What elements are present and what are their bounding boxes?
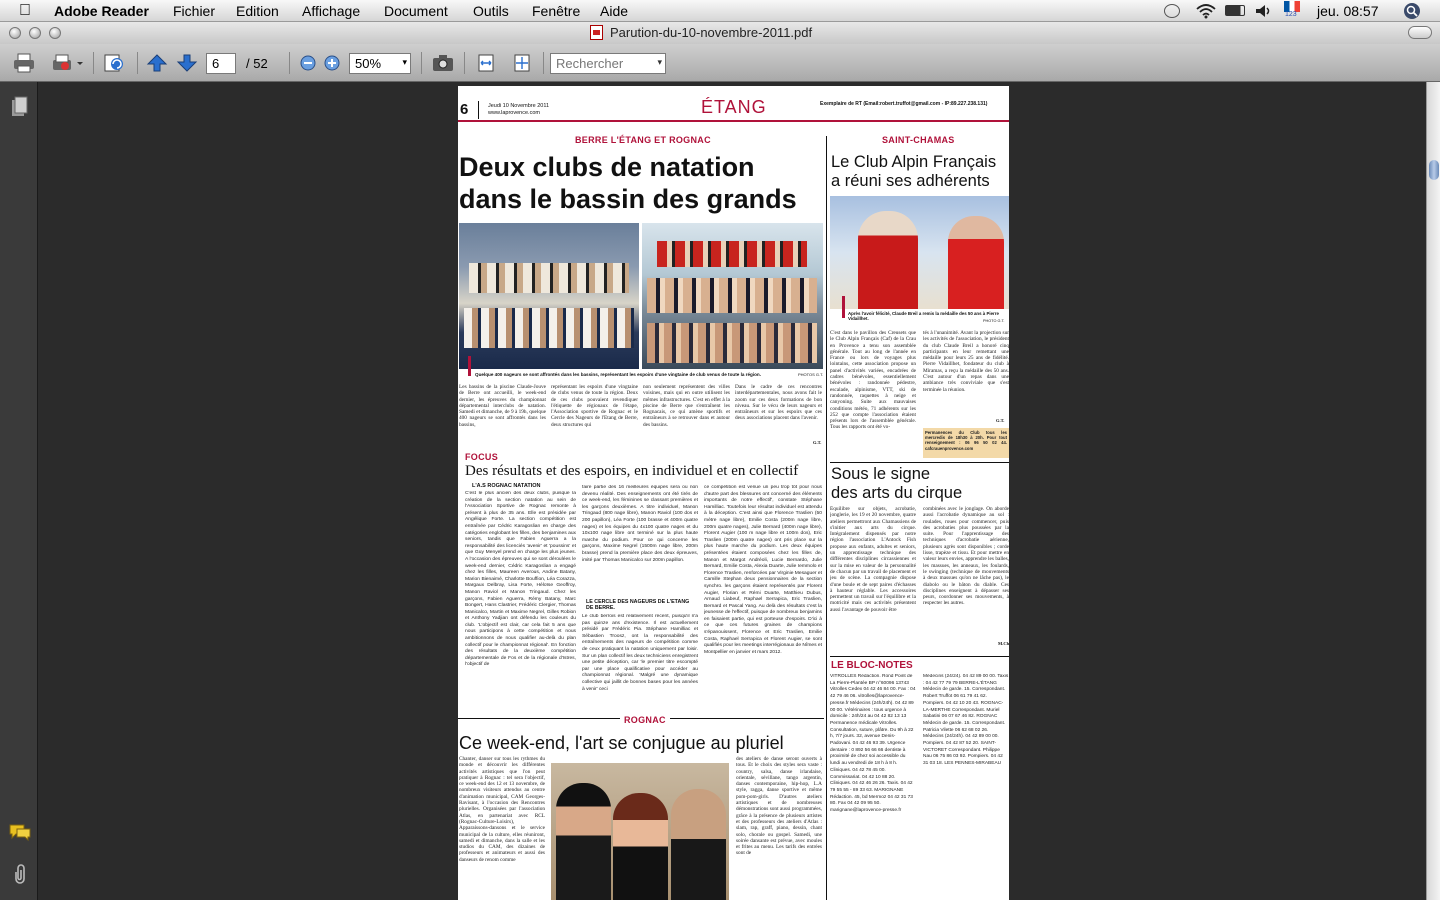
article3-headline: Ce week-end, l'art se conjugue au pluriel: [459, 733, 784, 753]
menu-document[interactable]: Document: [384, 3, 448, 19]
swimmers-row: [464, 308, 634, 348]
fit-page-icon: [512, 53, 532, 73]
page-number-input[interactable]: [206, 53, 236, 74]
bloc-notes-col2: Médecins (24/24). 04 42 89 00 00. Taxis : 04 42 77 79 79 BERRE-L'ÉTANG Médecin de garde. 15. Correspondant. Robert Truffot 06 61 79 41 62. Pompiers. 04 42 10 20 43. ROGNAC-LA-MERTHE Correspondant. Muriel Sabatini 06 07 67 46 82. ROGNAC Médecin de garde. 15. Correspondant. Patricia Vilette 06 62 68 02 26. Médecins (24/24h). 04 42 89 00 00. Pompiers. 04 42 87 52 20. SAINT-VICTORET Correspondant. Philippe Nau 06 75 86 03 92. Pompiers. 04 42 31 03 18. LES PENNES-MIRABEAU: [923, 674, 1009, 767]
previous-page-button[interactable]: [145, 52, 169, 74]
article1-col2: représentant les espoirs d'une vingtaine de clubs venus de toute la région. Deux de ces clubs pouvaient revendiquer l'étiquette de régionaux de l'étape, l'Association sportive de Rognac et le Cercle des Nageurs de l'Etang de Berre, deux structures qui: [551, 384, 638, 428]
zoom-out-button[interactable]: [298, 52, 318, 74]
page-total-label: / 52: [246, 56, 268, 71]
search-placeholder: Rechercher: [556, 56, 624, 71]
article1-headline-line1: Deux clubs de natation: [459, 152, 755, 182]
article1-kicker: BERRE L'ÉTANG ET ROGNAC: [575, 135, 711, 145]
article1-credit: PHOTOS G.T.: [798, 372, 824, 377]
menu-clock[interactable]: jeu. 08:57: [1317, 3, 1379, 19]
header-divider: [478, 101, 479, 119]
article1-headline-line2: dans le bassin des grands: [459, 184, 797, 214]
toolbar-separator: [464, 52, 465, 74]
article4-headline-line2: a réuni ses adhérents: [831, 172, 990, 190]
refresh-pages-button[interactable]: [100, 52, 130, 74]
toolbar-separator: [543, 52, 544, 74]
bloc-notes-col1: VITROLLES Rédaction. Rond Point de La Pierre-Plantée BP n°60096 13743 Vitrolles Cedex 04 42 46 84 00. Fax : 04 42 79 46 06. vitrolles@laprovence-presse.fr Médecins (24h/24h). 04 42 89 00 00. Vétérinaires : tous urgence à domicile : 24h/24 au 04 42 82 13 13 Permanence médicale Vitrolles. Consultation, suture, plâtre. Du 9h à 22 h, 7/7 jours. 32, avenue Denis-Padovani. 04 42 46 93 39. Urgence dentaire : 0 892 56 66 66 dentiste à proximité de chez soi accessible du lundi au vendredi de 18 h à 8 h. Cliniques. 04 42 78 45 00. Commissariat. 04 42 10 88 20. Cliniques. 04 42 46 26 26. Taxis. 04 42 79 55 55 - 89 33 63. MARIGNANE Rédaction. 45, bd Mermoz 04 42 31 73 80. Fax 04 42 09 95 50. marignane@laprovence-presse.fr: [830, 674, 916, 814]
section-rule: [830, 656, 1009, 657]
swim-club-photo-1: [459, 223, 639, 369]
article4-credit: PHOTO G.T.: [983, 319, 1005, 323]
swimmers-row: [647, 323, 817, 363]
arrow-up-icon: [146, 53, 168, 73]
newspaper-site: www.laprovence.com: [488, 110, 540, 116]
toolbar-separator: [137, 52, 138, 74]
article5-col2: combinées avec le jonglage. On aborde aussi l'acrobatie dynamique au sol : roulades, roues pour commencer, puis des acrobaties plus poussées par la suite. Pour l'apprentissage des techniques d'acrobatie aérienne, plusieurs agrès sont disponibles ; corde lisse, trapèze et tissu. Et pour mettre en valeur leurs envies, apprendre les balles, les massues, les anneaux, les foulards, le swinging (technique de mouvements à deux massues qu'on ne lâche pas), le diabolo ou le bâton du diable. Ces disciplines enseignent à dépasser ses peurs, coordonner ses mouvements, à respecter les autres.: [923, 506, 1009, 607]
focus-col1: C'est le plus ancien des deux clubs, puisque la création de la section natation au sein de l'Association Sportive de Rognac remonte à présent à plus de 35 ans. Elle est présidée par Angélique Forte. La section compétition est entraînée par Cédric Karagoslian en charge des catégories englobant les filles, des benjamines aux seniors, tandis que Fabien Aguerra a la responsabilité des licenciés 'avenir' et 'poussins' et que Guy Menyel prend en charge les plus jeunes. A l'occasion des épreuves qui se sont déroulées le week-end dernier, Cédric Karagoslian a engagé chez les filles, Maureen Averous, Andine Batany, Marion Bienaimé, Charlotte Bouffion, Léa Corazza, Margaux Delbray, Lisa Forte, Héloïse Geoffroy, Manon Raviol et Manon Tringaud. Chez les garçons, Fabien Aguerra, Rémy Batany, Marc Bongert, Hans Clastrier, Frédéric Clergier, Thomas Manicalco, Martin et Maxime Negrel, Gilles Robion et Anthony Yadjian ont défendu les couleurs du club. 'L'objectif est clair, car cela fait 5 ans que nous participons à cette compétition et nous ambitionnons de nous qualifier au-delà du plan collectif pour le championnat régional'. En fonction des résultats de la deuxième compétition départementale de Fos et de la régionale d'Istres, l'objectif de: [465, 491, 576, 668]
zoom-select[interactable]: [349, 53, 411, 74]
chevron-down-icon: ▾: [402, 57, 407, 67]
zoom-out-icon: [299, 54, 317, 72]
scrollbar-thumb[interactable]: [1429, 160, 1439, 180]
focus-col2: faire partie des 16 meilleures équipes sera ou non devenu réalité. Des enseignements ont été tirés de ce week-end, les féminines se classant premières et les garçons deuxièmes. A titre individuel, Manon Tringaud (800 nage libre), Manon Raviol (100 dos et 200 papillon), Léa Forte (100 brasse et 400m quatre nages) et les équipes du 4x100 quatre nages et du 10x100 nage libre ont terminé sur la plus haute marche du podium. Pour ce qui concerne les garçons, Maxime Negrel (1500m nage libre, 200m brasse) prend la première place des deux épreuves, imité par Thomas Manicalco sur 200m papillon.: [582, 485, 698, 563]
article4-col1: C'est dans le pavillon des Creusets que le Club Alpin Français (Caf) de la Crau en Provence a tenu son assemblée générale. Tout au long de l'année en France ou lors de voyages plus lointains, cette association propose un panel d'activités variées, encadrées de cadres bénévoles, essentiellement bénévoles : randonnée pédestre, escalade, alpinisme, VTT, ski de randonnée, raquettes à neige et canyoning. Suite aux mauvaises conditions météo, 71 adhérents sur les 252 que compte l'association étaient présents lors de l'assemblée générale. Tous les rapports ont été vo-: [830, 330, 916, 431]
newspaper-page-number: 6: [460, 101, 469, 118]
article4-sign: G.T.: [996, 418, 1005, 423]
focus-col3: ce compétition est venue un peu trop tôt pour nous d'autre part des blessures ont concerné des éléments importants de notre effectif', constate Stéphane Hamilliac. Toutefois leur résultat individuel est attendu à la déception. C'est ainsi que Florence Traslien (50 mètre nage libre), Emilie Costa (200m nage libre, 200m quatre nages), Julie Bernard (400m nage libre), Florent Augier (100 m nage libre et 100m dos), Eric Traslien (200m quatre nages) ont pris place sur la plus haute marche du podium. Les deux équipes présentées étaient composées chez les filles de, Manon et Margot Andréoli, Lucie Bernardo, Julie Bernard, Emilie Costa, Alexia Duarte, Julie Iemmolo et Florence Traslien, renforcées par Virginie Mesaguer et Camille Stephan deux pensionnaires de la section synchro. les garçons étaient représentés par Florent Augier, Florian et Rémi Duarte, Matthieu Dubus, Arnaud Liabeuf, Raphael Serrapica, Eric Traslien, Bernard et Pascal Yang. Au delà des résultats c'est la jeunesse de l'effectif, puisque de nombreux benjamins en faisaient partie, qui est porteuse d'espoirs. D'ici à ce que ces futures graines de champions s'épanouissent, Florence et Eric Traslien, Emilie Costa, Raphael Serrapica et Florent Augier, se sont qualifiés pour les meetings interrégionaux de Nîmes et Montpellier en janvier et mars 2012.: [704, 485, 822, 655]
zoom-in-icon: [323, 54, 341, 72]
close-window-button[interactable]: [9, 27, 21, 39]
input-badge: 123: [1285, 11, 1297, 18]
article3-col2: des ateliers de danse seront ouverts à tous. Et le choix des styles sera vaste : country, salsa, danse irlandaise, orientale, sévillane, tango argentin, danses contemporaine, hip-hop, L.A style, ragga, danse sportive et même pom-pom-girls. D'autres ateliers artistiques et de nombreuses démonstrations sont aussi programmées, grâce à la présence de plusieurs artistes et des professeurs des ateliers d'Atlas : slam, rap, graff, piano, dessin, chant solo, chorale ou gospel. Samedi, une soirée dansante est prévue, avec moules et frites au menu. Les tarifs des entrées sont de: [736, 756, 822, 857]
focus-label: FOCUS: [465, 452, 498, 462]
pdf-file-icon: [590, 25, 603, 40]
alpine-club-photo: [830, 196, 1009, 309]
article1-col3: non seulement représentent des villes voisines, mais qui en outre utilisent les mêmes infrastructures. C'est en effet à la piscine de Berre que s'entraînent les Rognacais, ce qui amène sportifs et entraîneurs à se retrouver dans et autour des bassins.: [643, 384, 730, 428]
pages-panel-icon[interactable]: [10, 96, 28, 118]
swimmers-row: [647, 278, 817, 313]
fit-width-button[interactable]: [474, 52, 498, 74]
article1-col4: Dans le cadre de ces rencontres interdépartementales, nous avons fait le zoom sur ces deux formations de bon niveau. Sur le vécu de leurs nageurs et entraîneurs et sur les espoirs que ces deux associations placent dans l'avenir.: [735, 384, 822, 422]
print-button[interactable]: [10, 52, 38, 74]
comments-panel-icon[interactable]: [8, 822, 32, 842]
article4-headline-line1: Le Club Alpin Français: [831, 153, 997, 171]
right-column-rule: [830, 120, 1009, 122]
copy-notice: Exemplaire de RT (Email:robert.truffot@gmail.com - IP:89.227.238.131): [820, 101, 988, 107]
article3-col1: Chanter, danser sur tous les rythmes du monde et découvrir les différentes activités artistiques que l'on peut pratiquer à Rognac : tel sera l'objectif, ce week-end des 12 et 13 novembre, de nombreux visiteurs attendus au centre d'animation municipal, CAM Georges-Ravisant, à l'occasion des Rencontres plurielles. Organisées par l'association Atlas, en partenariat avec RCL (Rognac-Culture-Loisirs), Apparaissons-dansons et le service municipal de la culture, elles réuniront, samedi et dimanche, dans la salle et les studios du CAM, des dizaines de professeurs et animateurs et aussi des danseurs de renom comme: [459, 756, 545, 863]
toolbar: [0, 44, 1440, 82]
chevron-down-icon[interactable]: ▾: [657, 57, 662, 67]
timemachine-icon[interactable]: [1164, 4, 1180, 18]
navigation-sidebar: [0, 82, 38, 900]
article3-kicker: ROGNAC: [620, 715, 670, 725]
article5-sign: M.Ch: [998, 641, 1009, 646]
battery-icon[interactable]: [1225, 5, 1245, 16]
vertical-scrollbar[interactable]: [1426, 82, 1440, 900]
focus-subhead-1: L'A.S ROGNAC NATATION: [472, 483, 541, 489]
menu-affichage[interactable]: Affichage: [302, 3, 361, 19]
section-title: ÉTANG: [701, 97, 767, 117]
menu-outils[interactable]: Outils: [473, 3, 509, 19]
arrow-down-icon: [176, 53, 198, 73]
toolbar-separator: [289, 52, 290, 74]
bloc-notes-title: LE BLOC-NOTES: [831, 660, 913, 671]
person-woman: [613, 793, 668, 900]
article1-sign: G.T.: [813, 440, 822, 445]
focus-subhead-2: LE CERCLE DES NAGEURS DE L'ETANG DE BERRE.: [586, 599, 690, 611]
article4-caption: Après l'avoir félicité, Claude Breil a remis la médaille des 50 ans à Pierre Vidaillhet.: [848, 311, 999, 321]
swimmers-row: [657, 241, 807, 267]
column-divider: [826, 136, 827, 900]
volume-icon[interactable]: [1254, 3, 1272, 19]
article5-col1: Équilibre sur objets, acrobatie, jonglerie, les 19 et 20 novembre, quatre ateliers permettront aux Chamassiens de s'initier aux arts du cirque. Intégralement dispensés par notre région l'association L'Antock Fish propose aux enfants, adultes et seniors, un apprentissage technique des différentes disciplines circassiennes et sur la mise en valeur de la personnalité de chacun par un travail de placement et jeu de scène. La compagnie dispose d'une boule et de sept paires d'échasses à hauteur réglable. Les accessoires permettent un travail sur l'équilibre et la motricité mais ces activités présentent aussi l'avantage de pouvoir être: [830, 506, 916, 613]
search-input[interactable]: [550, 53, 666, 74]
fit-width-icon: [476, 53, 496, 73]
menu-app-name[interactable]: Adobe Reader: [54, 3, 149, 19]
snapshot-button[interactable]: [430, 52, 456, 74]
toolbar-separator: [421, 52, 422, 74]
caption-marker: [468, 356, 471, 376]
article4-col2: tés à l'unanimité. Avant la projection sur les activités de l'association, le président du club Claude Breil a honoré cinq participants en leur remettant une médaille pour leurs 25 ans de fidélité. Pierre Vidaillhet, fondateur du club à Miramas, a reçu la médaille des 50 ans. C'est autour d'un repas dans une ambiance très conviviale que s'est terminée la réunion.: [923, 330, 1009, 393]
next-page-button[interactable]: [175, 52, 199, 74]
menu-aide[interactable]: Aide: [600, 3, 629, 19]
toolbar-toggle-button[interactable]: [1408, 26, 1432, 39]
apple-menu-icon[interactable]: [19, 2, 31, 20]
person-red-jacket: [858, 211, 918, 309]
minimize-window-button[interactable]: [29, 27, 41, 39]
zoom-window-button[interactable]: [49, 27, 61, 39]
page-refresh-icon: [101, 52, 129, 74]
swimmers-row: [469, 263, 629, 293]
menu-bar: [0, 0, 1440, 22]
pdf-page: [458, 86, 1009, 900]
printer-settings-button[interactable]: [48, 52, 86, 74]
fit-page-button[interactable]: [510, 52, 534, 74]
caption-marker: [842, 296, 845, 318]
window-titlebar: [0, 22, 1440, 44]
focus-col2b: Le club berrois est relativement récent, puisqu'il n'a pas quinze ans d'existence. Il est actuellement présidé par Frédéric Pia. Stéphane Hamilliac et Sébastien Troosz, ont la responsabilité des entraînements des nageurs de compétition comme de ceux pratiquant la natation uniquement par loisir. Sur un plan collectif les deux techniciens enregistrent une petite déception, car 'le premier titre escompté par une place qualificative pour accéder au championnat régional. 'Malgré une dynamique collective qui jaillit de bonnes bases pour les années à venir' ceci: [582, 614, 698, 692]
wifi-icon[interactable]: [1195, 3, 1217, 19]
camera-icon: [431, 53, 455, 73]
article1-caption: Quelque 400 nageurs se sont affrontés dans les bassins, représentant les espoirs d'une vingtaine de club venus de toute la région.: [475, 372, 761, 377]
menu-fenetre[interactable]: Fenêtre: [532, 3, 581, 19]
person-cowboy: [556, 783, 611, 900]
article4-info-box: Permanences du Club tous les mercredis de 18h30 à 20h. Pour tout renseignement : 06 96 50 02 44. cafcrauenprovence.com: [923, 428, 1009, 458]
spotlight-search-icon[interactable]: [1403, 2, 1421, 20]
newspaper-date: Jeudi 10 Novembre 2011: [488, 103, 550, 109]
focus-headline: Des résultats et des espoirs, en individuel et en collectif: [465, 463, 799, 479]
person-red-sweater: [948, 216, 1004, 309]
article1-col1: Les bassins de la piscine Claude-Jouve de Berre ont accueilli, le week-end dernier, les épreuves du championnat départemental interclubs de natation. Samedi et dimanche, de 9 à 19h, quelque 400 nageurs se sont affrontés dans les bassins,: [459, 384, 546, 428]
zoom-value: 50%: [355, 56, 382, 71]
attachment-paperclip-icon[interactable]: [10, 862, 30, 884]
swim-club-photo-2: [642, 223, 823, 369]
toolbar-separator: [93, 52, 94, 74]
article5-headline-line1: Sous le signe: [831, 465, 931, 483]
zoom-in-button[interactable]: [322, 52, 342, 74]
section-rule: [830, 462, 1009, 463]
article5-headline-line2: des arts du cirque: [831, 484, 963, 502]
print-settings-icon: [49, 52, 85, 74]
printer-icon: [12, 52, 36, 74]
menu-fichier[interactable]: Fichier: [173, 3, 216, 19]
person-man: [671, 789, 726, 900]
window-title: Parution-du-10-novembre-2011.pdf: [610, 25, 813, 40]
article4-kicker: SAINT-CHAMAS: [882, 135, 955, 145]
dancers-photo: [551, 763, 729, 900]
menu-edition[interactable]: Edition: [236, 3, 279, 19]
